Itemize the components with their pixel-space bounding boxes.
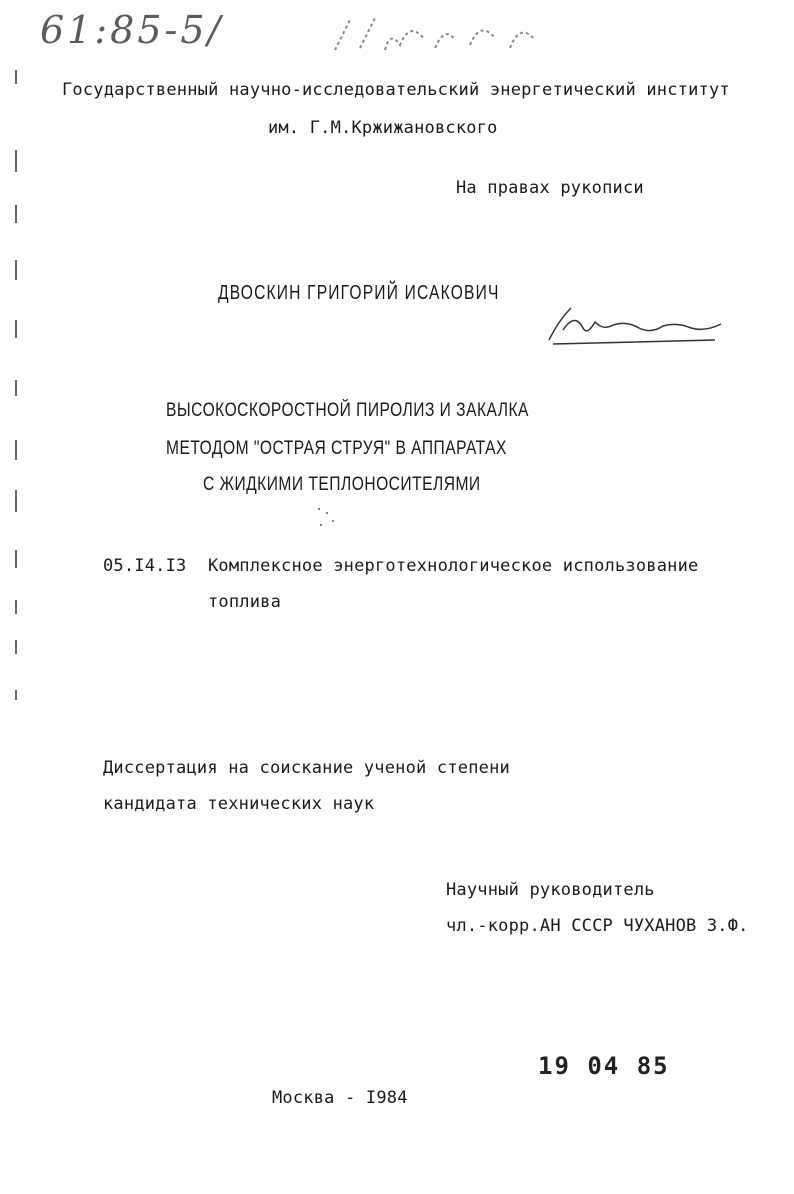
- institute-name: Государственный научно-исследовательский энергетический институт: [62, 80, 730, 100]
- dissertation-line-1: Диссертация на соискание ученой степени: [103, 758, 510, 778]
- specialty-name-continued: топлива: [208, 592, 282, 612]
- margin-mark: [15, 260, 17, 280]
- dissertation-line-2: кандидата технических наук: [103, 794, 375, 814]
- margin-mark: [15, 205, 17, 223]
- margin-mark: [15, 380, 17, 396]
- thesis-title-line-2: МЕТОДОМ "ОСТРАЯ СТРУЯ" В АППАРАТАХ: [166, 438, 507, 459]
- date-stamp: 19 04 85: [538, 1052, 670, 1080]
- margin-mark: [15, 490, 17, 512]
- city-and-year: Москва - I984: [272, 1088, 408, 1108]
- margin-mark: [15, 600, 17, 614]
- margin-mark: [15, 70, 17, 84]
- scan-speck: [332, 520, 334, 522]
- handwritten-scribble: [330, 10, 560, 60]
- specialty-code: 05.I4.I3: [103, 556, 187, 576]
- margin-mark: [15, 690, 17, 700]
- signature: [545, 300, 730, 348]
- advisor-name: чл.-корр.АН СССР ЧУХАНОВ З.Ф.: [446, 916, 749, 936]
- margin-mark: [15, 320, 17, 338]
- advisor-label: Научный руководитель: [446, 880, 655, 900]
- margin-mark: [15, 640, 17, 654]
- margin-mark: [15, 150, 17, 172]
- thesis-title-line-3: С ЖИДКИМИ ТЕПЛОНОСИТЕЛЯМИ: [203, 474, 481, 495]
- margin-mark: [15, 550, 17, 568]
- scan-speck: [318, 508, 320, 510]
- institute-honorific: им. Г.М.Кржижановского: [268, 118, 498, 138]
- specialty-name: Комплексное энерготехнологическое использование: [208, 556, 699, 576]
- scan-speck: [326, 512, 328, 514]
- margin-mark: [15, 440, 17, 460]
- author-name: ДВОСКИН ГРИГОРИЙ ИСАКОВИЧ: [218, 282, 500, 304]
- handwritten-note: 61:85-5/: [40, 8, 224, 52]
- thesis-title-line-1: ВЫСОКОСКОРОСТНОЙ ПИРОЛИЗ И ЗАКАЛКА: [166, 400, 529, 421]
- scan-speck: [320, 524, 322, 526]
- rights-notice: На правах рукописи: [456, 178, 644, 198]
